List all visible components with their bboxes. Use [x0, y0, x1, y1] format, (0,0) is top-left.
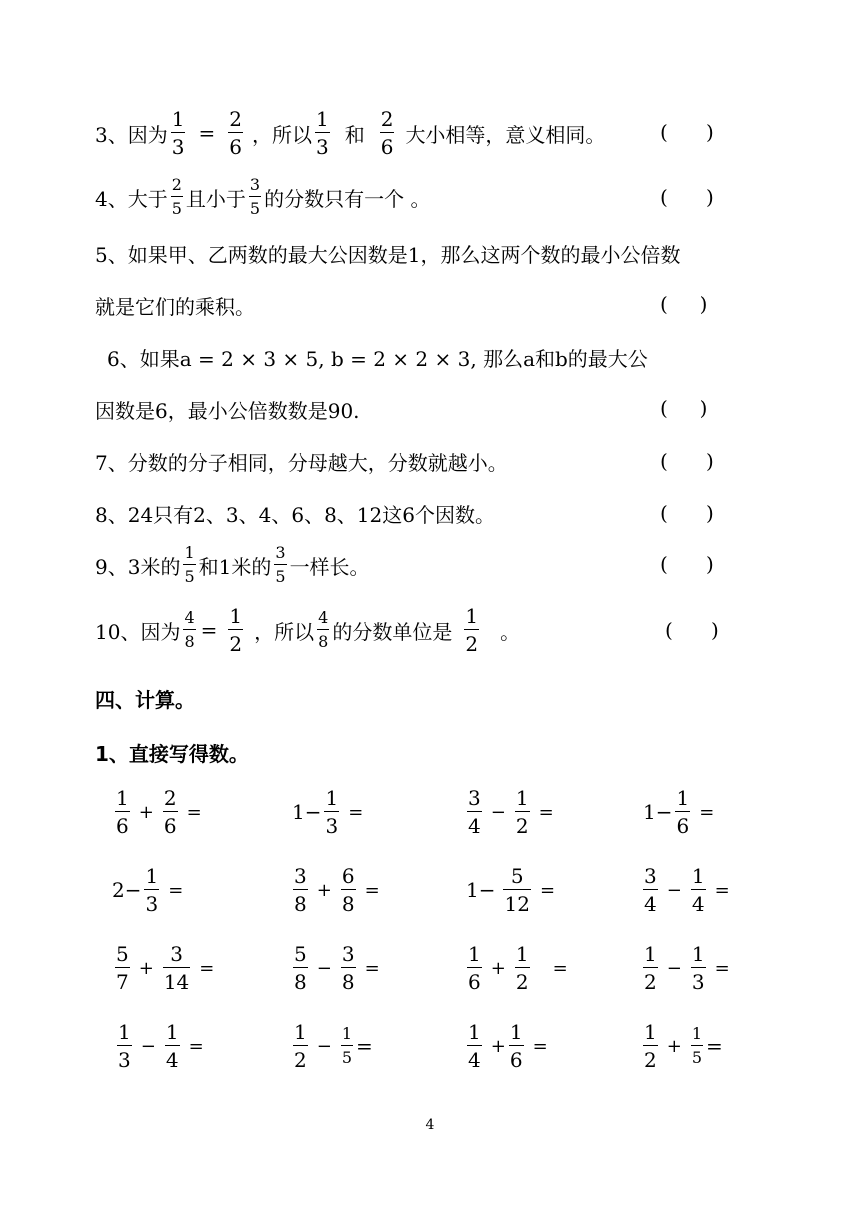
equals-sign: = — [348, 801, 364, 823]
fraction: $\frac{3}{4}$ — [644, 864, 657, 916]
fraction: $\frac{1}{2}$ — [294, 1020, 307, 1072]
calc-item — [464, 944, 574, 992]
whole-number: 1− — [466, 878, 496, 902]
question-10 — [95, 605, 520, 655]
fraction: $\frac{3}{4}$ — [468, 786, 481, 838]
operator: − — [666, 957, 682, 979]
operator: − — [316, 957, 332, 979]
answer-paren[interactable]: ( ) — [660, 185, 714, 209]
fraction: $\frac{1}{2}$ — [644, 942, 657, 994]
question-7 — [95, 436, 508, 486]
fraction: $\frac{4}{8}$ — [318, 608, 329, 651]
q4-text-b: 且小于 — [185, 186, 246, 211]
equals-sign: = — [188, 1035, 204, 1057]
fraction: $\frac{1}{2}$ — [465, 604, 479, 656]
page-number: 4 — [425, 1117, 435, 1133]
fraction: $\frac{1}{2}$ — [644, 1020, 657, 1072]
q5-text-line-2: 就是它们的乘积。 — [95, 294, 255, 319]
equals-sign: = — [364, 879, 380, 901]
q4-text-c: 的分数只有一个 。 — [264, 186, 431, 211]
q6-text-line-1: 6、如果a = 2 × 3 × 5, b = 2 × 2 × 3, 那么a和b的最大公 — [107, 346, 648, 371]
equals-sign: = — [356, 1034, 373, 1058]
q3-text-d: 大小相等，意义相同。 — [405, 122, 606, 147]
calc-item — [290, 1022, 373, 1070]
fraction: $\frac{3}{8}$ — [341, 942, 355, 994]
operator: + — [316, 879, 332, 901]
answer-paren[interactable]: ( ) — [660, 552, 714, 576]
q3-text-b: ，所以 — [251, 122, 312, 147]
operator: − — [666, 879, 682, 901]
fraction: $\frac{1}{4}$ — [468, 1020, 481, 1072]
q5-text-line-1: 5、如果甲、乙两数的最大公因数是1，那么这两个数的最小公倍数 — [95, 242, 681, 267]
fraction: $\frac{1}{6}$ — [676, 786, 690, 838]
calc-item — [292, 788, 369, 836]
q10-text-d: 。 — [500, 619, 521, 644]
answer-paren[interactable]: ( ) — [660, 449, 714, 473]
fraction: $\frac{4}{8}$ — [184, 608, 195, 651]
equals-sign: = — [168, 879, 184, 901]
fraction: $\frac{3}{14}$ — [163, 942, 190, 994]
fraction: $\frac{1}{3}$ — [171, 107, 185, 159]
fraction: $\frac{1}{2}$ — [515, 942, 529, 994]
fraction: $\frac{5}{12}$ — [504, 864, 530, 916]
whole-number: 2− — [112, 878, 142, 902]
equals-sign: = — [714, 879, 730, 901]
calc-item — [112, 866, 189, 914]
fraction: $\frac{2}{6}$ — [163, 786, 177, 838]
answer-paren[interactable]: ( ) — [660, 396, 708, 420]
fraction: $\frac{1}{3}$ — [315, 107, 329, 159]
answer-paren[interactable]: ( ) — [665, 618, 719, 642]
fraction: $\frac{6}{8}$ — [341, 864, 355, 916]
question-6-line-1 — [107, 332, 648, 382]
question-5-line-1 — [95, 228, 680, 278]
fraction: $\frac{1}{6}$ — [116, 786, 129, 838]
q10-text-a: 10、因为 — [95, 619, 181, 644]
answer-paren[interactable]: ( ) — [660, 501, 714, 525]
q3-text-c: 和 — [344, 122, 365, 147]
calc-item — [290, 866, 386, 914]
calc-item — [112, 788, 208, 836]
q7-text: 7、分数的分子相同，分母越大，分数就越小。 — [95, 450, 508, 475]
calc-item — [640, 866, 736, 914]
section-subtitle: 1、直接写得数。 — [95, 742, 249, 766]
q10-text-c: 的分数单位是 — [332, 619, 453, 644]
fraction: $\frac{1}{3}$ — [325, 786, 339, 838]
operator: + — [490, 1035, 506, 1057]
question-6-line-2 — [95, 384, 360, 434]
operator: − — [140, 1035, 156, 1057]
calc-item — [643, 788, 720, 836]
question-3 — [95, 108, 605, 158]
q9-text-b: 和1米的 — [198, 554, 272, 579]
equals-sign: = — [699, 801, 715, 823]
equals-sign: = — [200, 618, 218, 642]
fraction: $\frac{1}{4}$ — [165, 1020, 179, 1072]
operator: + — [138, 801, 154, 823]
equals-sign: = — [198, 121, 216, 145]
calc-item — [464, 1022, 554, 1070]
fraction: $\frac{1}{2}$ — [515, 786, 529, 838]
fraction: $\frac{1}{4}$ — [691, 864, 705, 916]
answer-paren[interactable]: ( ) — [660, 292, 708, 316]
operator: + — [138, 957, 154, 979]
q10-text-b: ，所以 — [254, 619, 315, 644]
question-9 — [95, 540, 370, 590]
section-title: 四、计算。 — [95, 688, 195, 712]
calc-item — [112, 944, 220, 992]
operator: − — [316, 1035, 332, 1057]
answer-paren[interactable]: ( ) — [660, 120, 714, 144]
question-5-line-2 — [95, 280, 255, 330]
operator: + — [490, 957, 506, 979]
fraction: $\frac{5}{8}$ — [294, 942, 307, 994]
q9-text-c: 一样长。 — [289, 554, 370, 579]
fraction: $\frac{1}{3}$ — [145, 864, 159, 916]
question-8 — [95, 488, 495, 538]
fraction: $\frac{1}{3}$ — [118, 1020, 131, 1072]
fraction: $\frac{2}{6}$ — [229, 107, 242, 159]
fraction: $\frac{1}{3}$ — [691, 942, 705, 994]
fraction: $\frac{3}{5}$ — [275, 543, 286, 586]
calc-item — [466, 866, 561, 914]
calc-item — [640, 944, 736, 992]
equals-sign: = — [199, 957, 215, 979]
q6-text-line-2: 因数是6，最小公倍数数是90. — [95, 398, 360, 423]
fraction: $\frac{1}{2}$ — [229, 604, 243, 656]
operator: + — [666, 1035, 682, 1057]
fraction: $\frac{2}{5}$ — [171, 175, 182, 218]
fraction: $\frac{1}{5}$ — [691, 1024, 703, 1067]
equals-sign: = — [706, 1034, 723, 1058]
fraction: $\frac{2}{6}$ — [380, 107, 394, 159]
q3-text-a: 3、因为 — [95, 122, 168, 147]
fraction: $\frac{5}{7}$ — [116, 942, 129, 994]
fraction: $\frac{1}{6}$ — [509, 1020, 523, 1072]
operator: − — [490, 801, 506, 823]
equals-sign: = — [538, 801, 554, 823]
calc-item — [290, 944, 386, 992]
calc-item — [640, 1022, 723, 1070]
fraction: $\frac{1}{5}$ — [341, 1024, 353, 1067]
calc-item — [464, 788, 560, 836]
fraction: $\frac{3}{5}$ — [249, 175, 261, 218]
question-4 — [95, 172, 430, 222]
q9-text-a: 9、3米的 — [95, 554, 181, 579]
q4-text-a: 4、大于 — [95, 186, 168, 211]
fraction: $\frac{1}{6}$ — [468, 942, 481, 994]
equals-sign: = — [364, 957, 380, 979]
fraction: $\frac{3}{8}$ — [294, 864, 307, 916]
equals-sign: = — [532, 1035, 548, 1057]
equals-sign: = — [714, 957, 730, 979]
equals-sign: = — [186, 801, 202, 823]
q8-text: 8、24只有2、3、4、6、8、12这6个因数。 — [95, 502, 495, 527]
whole-number: 1− — [292, 800, 322, 824]
whole-number: 1− — [643, 800, 673, 824]
fraction: $\frac{1}{5}$ — [184, 543, 195, 586]
equals-sign: = — [552, 957, 568, 979]
calc-item — [114, 1022, 210, 1070]
equals-sign: = — [539, 879, 556, 901]
